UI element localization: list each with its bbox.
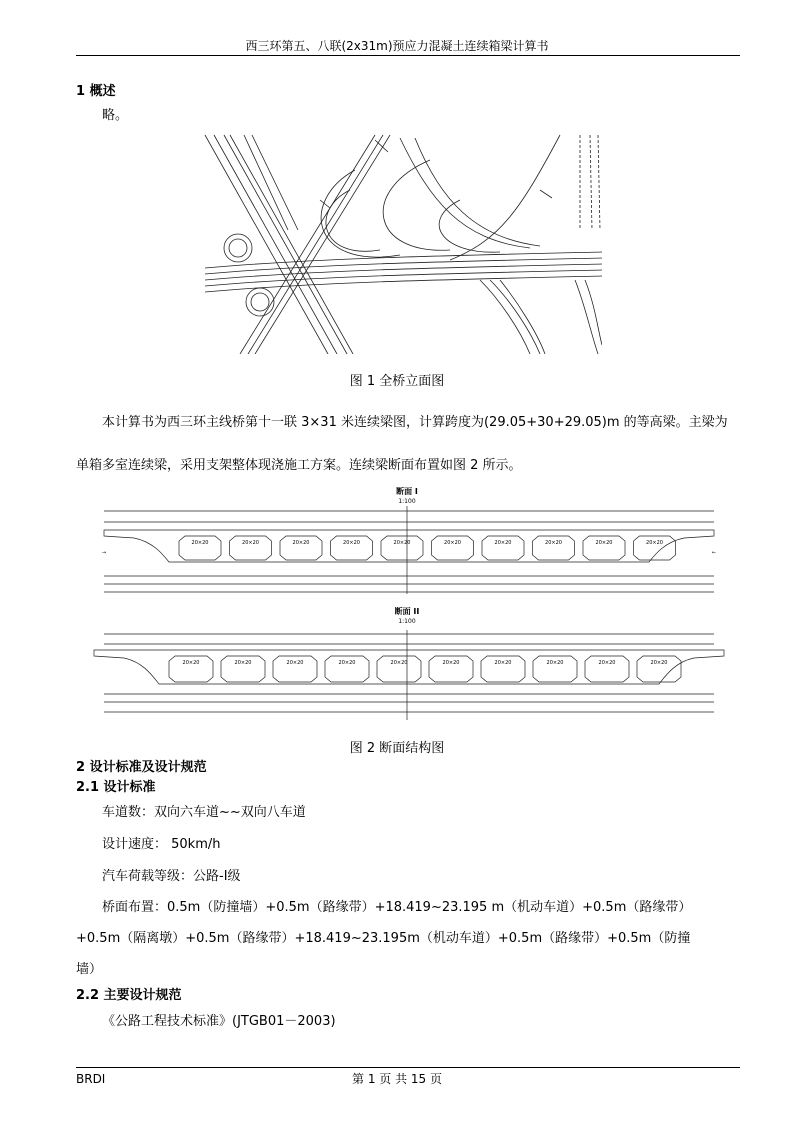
- cross-section-figure: [74, 484, 740, 732]
- footer-page-number: 第 1 页 共 15 页: [352, 1072, 442, 1086]
- speed-text: 设计速度： 50km/h: [102, 837, 221, 852]
- cell-dimension-label: 20×20: [442, 660, 460, 666]
- spec-1-text: 《公路工程技术标准》(JTGB01－2003): [102, 1014, 336, 1029]
- section-1-label: 断面 I: [396, 487, 418, 496]
- cell-dimension-label: 20×20: [338, 660, 356, 666]
- footer-company: BRDI: [76, 1072, 106, 1086]
- page-header-title: 西三环第五、八联(2x31m)预应力混凝土连续箱梁计算书: [245, 39, 549, 53]
- cell-dimension-label: 20×20: [546, 660, 564, 666]
- cell-dimension-label: 20×20: [234, 660, 252, 666]
- cell-dimension-label: 20×20: [343, 540, 360, 546]
- load-text: 汽车荷载等级：公路-Ⅰ级: [102, 869, 241, 884]
- figure-1-caption: 图 1 全桥立面图: [349, 374, 445, 389]
- cell-dimension-label: 20×20: [444, 540, 461, 546]
- section-2-1-heading: 2.1 设计标准: [76, 780, 156, 795]
- cell-dimension-label: 20×20: [646, 540, 663, 546]
- cell-dimension-label: 20×20: [598, 660, 616, 666]
- paragraph-1-line-2: 单箱多室连续梁，采用支架整体现浇施工方案。连续梁断面布置如图 2 所示。: [76, 458, 522, 473]
- layout-line-2: +0.5m（隔离墩）+0.5m（路缘带）+18.419~23.195m（机动车道）+0.5m（路缘带）+0.5m（防撞: [76, 931, 691, 946]
- section-1-heading: 1 概述: [76, 84, 116, 99]
- cell-dimension-label: 20×20: [390, 660, 408, 666]
- section-1-scale: 1:100: [398, 498, 416, 505]
- figure-2-caption: 图 2 断面结构图: [349, 741, 445, 756]
- section-2-scale: 1:100: [398, 618, 416, 625]
- lanes-text: 车道数：双向六车道~~双向八车道: [102, 805, 306, 820]
- cell-dimension-label: 20×20: [286, 660, 304, 666]
- footer-rule: [76, 1067, 740, 1068]
- cell-dimension-label: 20×20: [182, 660, 200, 666]
- section-2-heading: 2 设计标准及设计规范: [76, 760, 207, 775]
- section-2-label: 断面 II: [394, 607, 420, 616]
- section-1-text: 略。: [102, 108, 129, 123]
- cell-dimension-label: 20×20: [292, 540, 310, 546]
- bridge-plan-figure: [200, 130, 602, 354]
- cell-dimension-label: 20×20: [494, 660, 512, 666]
- cell-dimension-label: 20×20: [494, 540, 512, 546]
- cell-dimension-label: 20×20: [242, 540, 259, 546]
- svg-text:←: ←: [711, 550, 717, 556]
- layout-line-3: 墙）: [76, 962, 103, 977]
- layout-line-1: 桥面布置：0.5m（防撞墙）+0.5m（路缘带）+18.419~23.195 m（机动车道）+0.5m（路缘带）: [102, 900, 692, 915]
- paragraph-1-line-1: 本计算书为西三环主线桥第十一联 3×31 米连续梁图，计算跨度为(29.05+30+29.05)m 的等高梁。主梁为: [102, 415, 728, 430]
- header-rule: [76, 55, 740, 56]
- cell-dimension-label: 20×20: [393, 540, 411, 546]
- section-2-2-heading: 2.2 主要设计规范: [76, 988, 182, 1003]
- cell-dimension-label: 20×20: [595, 540, 613, 546]
- cell-dimension-label: 20×20: [191, 540, 209, 546]
- cell-dimension-label: 20×20: [650, 660, 668, 666]
- svg-text:→: →: [101, 550, 107, 556]
- cell-dimension-label: 20×20: [545, 540, 562, 546]
